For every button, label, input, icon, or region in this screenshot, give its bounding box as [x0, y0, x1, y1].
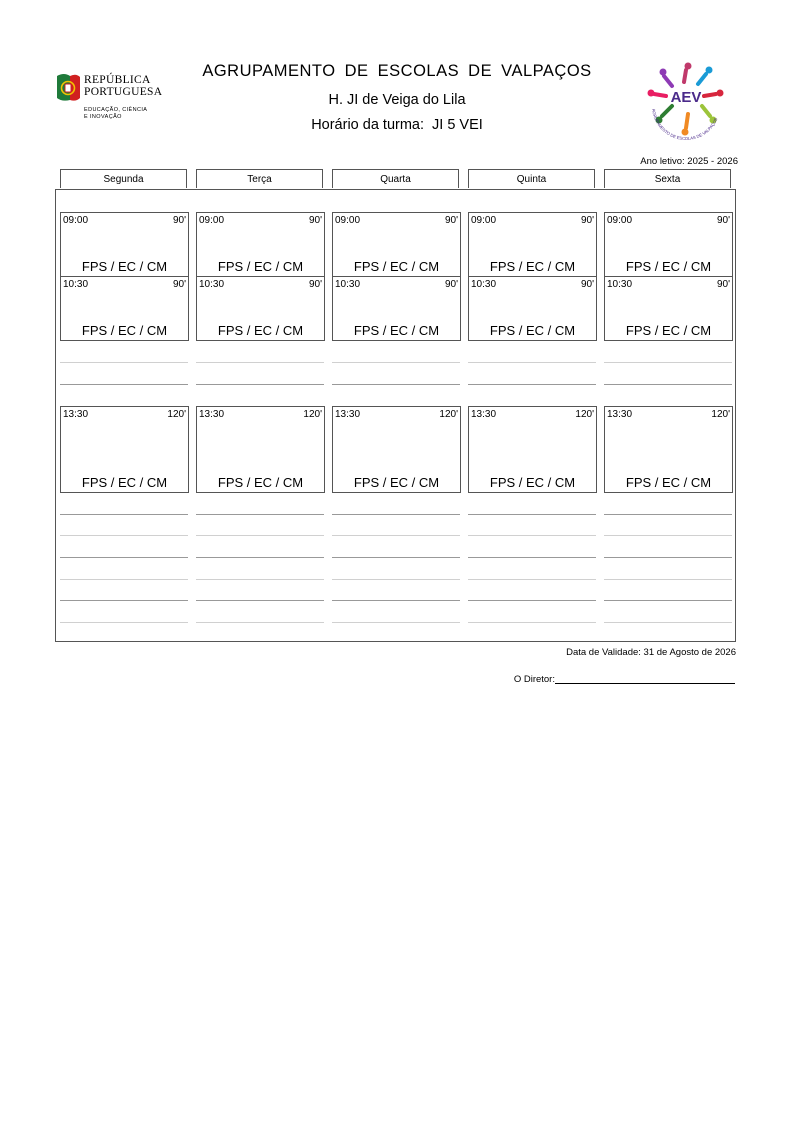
slot-subject: FPS / EC / CM: [353, 475, 440, 490]
empty-row-line: [468, 622, 596, 623]
slot-subject: FPS / EC / CM: [81, 259, 168, 274]
slot-time: 10:30: [471, 279, 497, 290]
slot-quinta-1030: [468, 276, 597, 341]
empty-row-line: [332, 579, 460, 580]
empty-row-line: [468, 514, 596, 515]
slot-time: 10:30: [199, 279, 225, 290]
slot-terca-0900: [196, 212, 325, 277]
empty-row-line: [196, 362, 324, 363]
empty-row-line: [604, 557, 732, 558]
school-title: AGRUPAMENTO DE ESCOLAS DE VALPAÇOS: [202, 62, 592, 80]
empty-row-line: [60, 514, 188, 515]
empty-row-line: [196, 622, 324, 623]
slot-time: 10:30: [63, 279, 89, 290]
slot-segunda-1030: [60, 276, 189, 341]
empty-row-line: [60, 535, 188, 536]
slot-subject: FPS / EC / CM: [217, 323, 304, 338]
validity-date: Data de Validade: 31 de Agosto de 2026: [566, 647, 736, 658]
day-header-terca: Terça: [196, 169, 323, 188]
slot-subject: FPS / EC / CM: [625, 323, 712, 338]
empty-row-line: [604, 362, 732, 363]
slot-time: 13:30: [607, 409, 633, 420]
empty-row-line: [604, 384, 732, 385]
slot-time: 09:00: [335, 215, 361, 226]
slot-terca-1030: [196, 276, 325, 341]
slot-duration: 90': [716, 279, 730, 290]
empty-row-line: [60, 362, 188, 363]
empty-row-line: [604, 514, 732, 515]
slot-duration: 90': [172, 215, 186, 226]
empty-row-line: [60, 579, 188, 580]
empty-row-line: [332, 557, 460, 558]
empty-row-line: [332, 362, 460, 363]
empty-row-line: [332, 514, 460, 515]
empty-row-line: [60, 557, 188, 558]
day-header-quarta: Quarta: [332, 169, 459, 188]
empty-row-line: [468, 557, 596, 558]
empty-row-line: [196, 535, 324, 536]
slot-subject: FPS / EC / CM: [217, 259, 304, 274]
portugal-emblem-icon: [54, 72, 82, 104]
slot-duration: 120': [575, 409, 594, 420]
empty-row-line: [60, 600, 188, 601]
slot-subject: FPS / EC / CM: [353, 259, 440, 274]
slot-quarta-0900: [332, 212, 461, 277]
aev-ring-text: AGRUPAMENTO DE ESCOLAS DE VALPAÇOS: [651, 108, 719, 142]
slot-time: 13:30: [199, 409, 225, 420]
logo-text-ministry-1: EDUCAÇÃO, CIÊNCIA: [84, 107, 148, 113]
slot-time: 10:30: [335, 279, 361, 290]
aev-emblem-icon: [644, 58, 728, 142]
class-label: Horário da turma:: [311, 117, 425, 133]
empty-row-line: [60, 384, 188, 385]
slot-subject: FPS / EC / CM: [353, 323, 440, 338]
slot-duration: 90': [172, 279, 186, 290]
director-label: O Diretor:: [513, 674, 555, 685]
empty-row-line: [332, 622, 460, 623]
slot-subject: FPS / EC / CM: [489, 259, 576, 274]
class-line: [180, 117, 614, 133]
slot-duration: 90': [580, 279, 594, 290]
slot-duration: 120': [439, 409, 458, 420]
empty-row-line: [468, 600, 596, 601]
slot-time: 10:30: [607, 279, 633, 290]
slot-sexta-1330: [604, 406, 733, 493]
slot-terca-1330: [196, 406, 325, 493]
day-header-segunda: Segunda: [60, 169, 187, 188]
empty-row-line: [468, 384, 596, 385]
slot-subject: FPS / EC / CM: [81, 323, 168, 338]
empty-row-line: [604, 600, 732, 601]
slot-time: 09:00: [471, 215, 497, 226]
slot-duration: 120': [303, 409, 322, 420]
slot-duration: 90': [444, 279, 458, 290]
slot-duration: 90': [308, 215, 322, 226]
slot-duration: 90': [308, 279, 322, 290]
empty-row-line: [332, 535, 460, 536]
empty-row-line: [468, 535, 596, 536]
empty-row-line: [196, 384, 324, 385]
empty-row-line: [196, 600, 324, 601]
slot-time: 09:00: [607, 215, 633, 226]
logo-text-portuguesa: PORTUGUESA: [84, 86, 163, 98]
slot-subject: FPS / EC / CM: [625, 259, 712, 274]
slot-time: 13:30: [471, 409, 497, 420]
slot-subject: FPS / EC / CM: [81, 475, 168, 490]
empty-row-line: [604, 579, 732, 580]
slot-time: 13:30: [335, 409, 361, 420]
empty-row-line: [604, 535, 732, 536]
slot-sexta-0900: [604, 212, 733, 277]
slot-duration: 120': [167, 409, 186, 420]
slot-segunda-1330: [60, 406, 189, 493]
aev-logo: [644, 58, 728, 142]
empty-row-line: [468, 579, 596, 580]
slot-subject: FPS / EC / CM: [625, 475, 712, 490]
slot-quarta-1330: [332, 406, 461, 493]
slot-quinta-0900: [468, 212, 597, 277]
slot-duration: 90': [716, 215, 730, 226]
slot-segunda-0900: [60, 212, 189, 277]
empty-row-line: [196, 514, 324, 515]
page-subtitle: H. JI de Veiga do Lila: [328, 92, 466, 108]
republica-portuguesa-logo: [54, 72, 174, 124]
empty-row-line: [196, 557, 324, 558]
school-year: Ano letivo: 2025 - 2026: [640, 156, 738, 167]
day-header-sexta: Sexta: [604, 169, 731, 188]
aev-initials: AEV: [670, 89, 702, 106]
slot-time: 13:30: [63, 409, 89, 420]
day-header-quinta: Quinta: [468, 169, 595, 188]
slot-duration: 90': [580, 215, 594, 226]
slot-subject: FPS / EC / CM: [489, 323, 576, 338]
empty-row-line: [604, 622, 732, 623]
empty-row-line: [332, 600, 460, 601]
slot-time: 09:00: [199, 215, 225, 226]
slot-subject: FPS / EC / CM: [217, 475, 304, 490]
logo-text-ministry-2: E INOVAÇÃO: [84, 114, 122, 120]
slot-quarta-1030: [332, 276, 461, 341]
empty-row-line: [60, 622, 188, 623]
logo-text-republica: REPÚBLICA: [84, 74, 151, 86]
slot-time: 09:00: [63, 215, 89, 226]
slot-duration: 90': [444, 215, 458, 226]
director-signature-line: [555, 683, 735, 684]
slot-sexta-1030: [604, 276, 733, 341]
class-value: JI 5 VEI: [432, 117, 483, 133]
empty-row-line: [468, 362, 596, 363]
slot-subject: FPS / EC / CM: [489, 475, 576, 490]
empty-row-line: [196, 579, 324, 580]
slot-duration: 120': [711, 409, 730, 420]
slot-quinta-1330: [468, 406, 597, 493]
empty-row-line: [332, 384, 460, 385]
